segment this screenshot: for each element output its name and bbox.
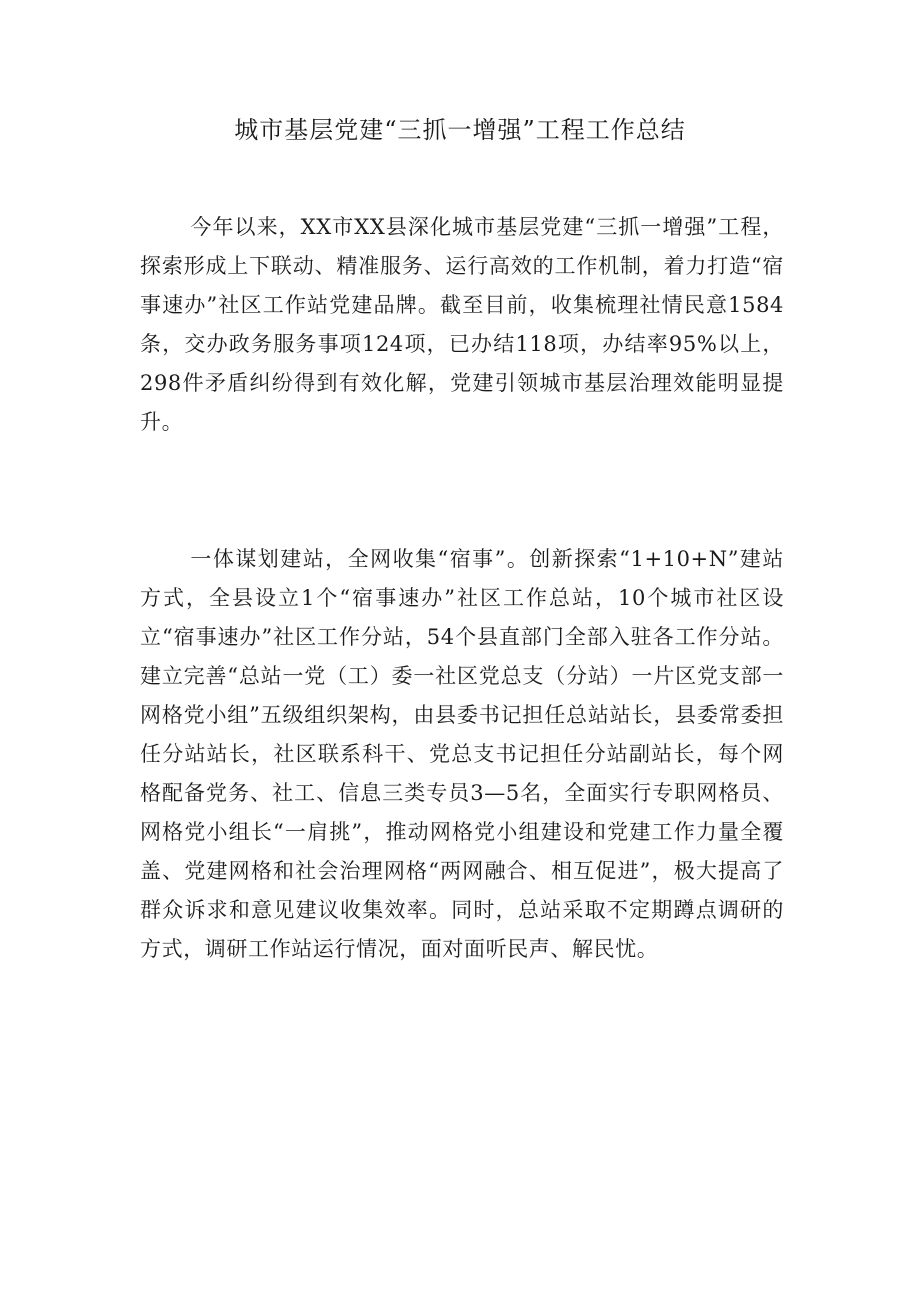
paragraph-intro: 今年以来，XX市XX县深化城市基层党建“三抓一增强”工程，探索形成上下联动、精准服务、运行高效的工作机制，着力打造“宿事速办”社区工作站党建品牌。截至目前，收集梳理社情民意1584条，交办政务服务事项124项，已办结118项，办结率95%以上，298件矛盾纠纷得到有效化解，党建引领城市基层治理效能明显提升。 (140, 215, 784, 434)
document-title: 城市基层党建“三抓一增强”工程工作总结 (234, 116, 686, 144)
paragraph-station-building: 一体谋划建站，全网收集“宿事”。创新探索“1+10+N”建站方式，全县设立1个“宿事速办”社区工作总站，10个城市社区设立“宿事速办”社区工作分站，54个县直部门全部入驻各工作分站。建立完善“总站一党（工）委一社区党总支（分站）一片区党支部一网格党小组”五级组织架构，由县委书记担任总站站长，县委常委担任分站站长，社区联系科干、党总支书记担任分站副站长，每个网格配备党务、社工、信息三类专员3—5名，全面实行专职网格员、网格党小组长“一肩挑”，推动网格党小组建设和党建工作力量全覆盖、党建网格和社会治理网格“两网融合、相互促进”，极大提高了群众诉求和意见建议收集效率。同时，总站采取不定期蹲点调研的方式，调研工作站运行情况，面对面听民声、解民忧。 (140, 547, 784, 961)
